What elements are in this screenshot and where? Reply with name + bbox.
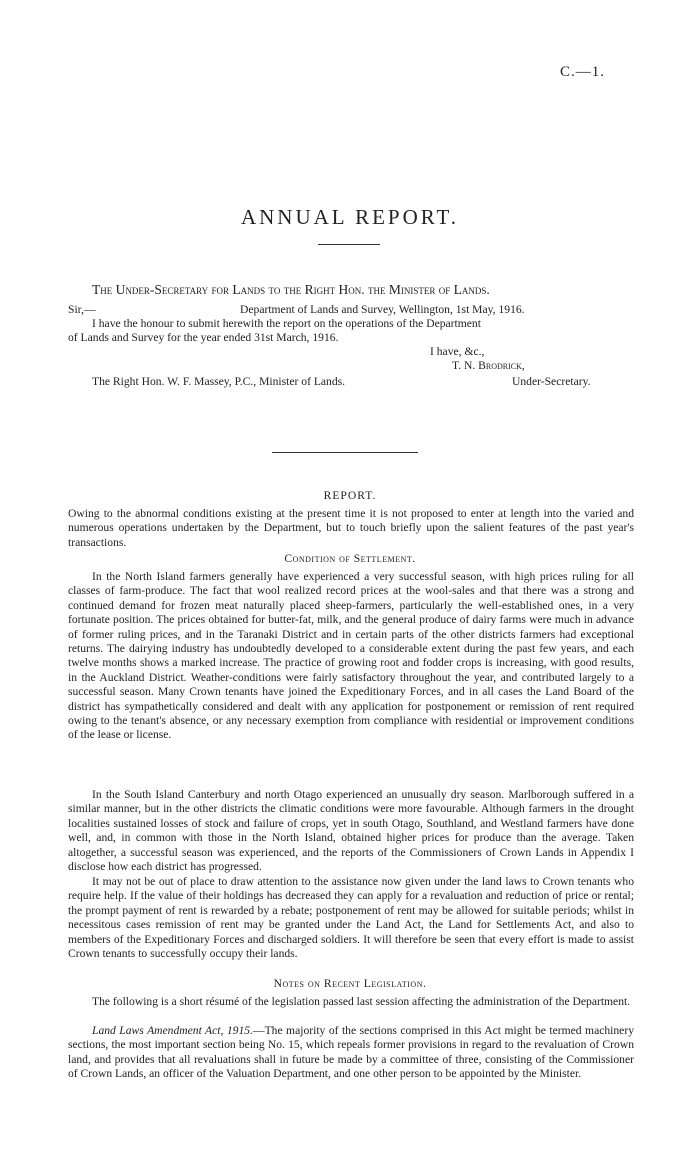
settlement-paragraph-1: In the North Island farmers generally have experienced a very successful season, with high prices ruling for all classes of farm-produce. The fact that wool realized record prices at the wool-sales and that there was a strong and continued demand for frozen meat naturally placed sheep-farmers, particularly the well-established ones, in a very fortunate position. The prices obtained for butter-fat, milk, and the general produce of dairy farms were much in advance of former ruling prices, and in the Taranaki District and in certain parts of the other districts farmers had exceptional returns. The dairying industry has undoubtedly developed to a considerable extent during the past few years, and each twelve months shows a marked increase. The practice of growing root and fodder crops is increasing, with good results, in the Auckland District. Weather-conditions were fairly satisfactory throughout the year, and contributed largely to a successful season. Many Crown tenants have joined the Expeditionary Forces, and in all cases the Land Board of the district has sympathetically considered and dealt with any application for postponement or remission of rent required owing to the tenant's absence, or any necessary exemption from compliance with residential or improvement conditions of the lease or license.	[68, 570, 634, 742]
letter-body-line-1: I have the honour to submit herewith the report on the operations of the Department	[92, 317, 481, 330]
legislation-paragraph-1: The following is a short résumé of the legislation passed last session affecting the administration of the Department.	[92, 995, 631, 1008]
report-heading: REPORT.	[323, 489, 377, 502]
act-summary: —The majority of the sections comprised in this Act might be termed machinery sections, the most important section being No. 15, which repeals former provisions in regard to the revaluation of Crown land, and provides that all revaluations shall in future be made by a committee of three, consisting of the Commissioner of Crown Lands, an officer of the Valuation Department, and one other person to be appointed by the Minister.	[68, 1024, 634, 1081]
salutation: Sir,—	[68, 303, 96, 316]
act-title: Land Laws Amendment Act, 1915.	[92, 1024, 253, 1037]
title-rule	[318, 244, 380, 245]
letter-body-line-2: of Lands and Survey for the year ended 31st March, 1916.	[68, 331, 339, 344]
legislation-heading: Notes on Recent Legislation.	[273, 977, 427, 990]
signer-title: Under-Secretary.	[512, 375, 591, 388]
legislation-paragraph-2	[68, 1024, 634, 1082]
address-line: The Under-Secretary for Lands to the Right Hon. the Minister of Lands.	[92, 282, 490, 297]
page-title: ANNUAL REPORT.	[240, 205, 460, 229]
settlement-paragraph-2: In the South Island Canterbury and north Otago experienced an unusually dry season. Marlborough suffered in a similar manner, but in the other districts the climatic conditions were more favourable. Although farmers in the drought localities sustained losses of stock and failure of crops, yet in south Otago, Southland, and Westland farmers have done well, and, in common with those in the North Island, obtained higher prices for produce than the average. Taken altogether, a successful season was experienced, and the reports of the Commissioners of Crown Lands in Appendix I disclose how each district has progressed.	[68, 788, 634, 874]
letter-recipient: The Right Hon. W. F. Massey, P.C., Minister of Lands.	[92, 375, 346, 388]
settlement-paragraph-3: It may not be out of place to draw attention to the assistance now given under the land laws to Crown tenants who require help. If the value of their holdings has decreased they can apply for a revaluation and reduction of price or rental; the prompt payment of rent is rewarded by a rebate; postponement of rent may be allowed for suitable periods; whilst in necessitous cases remission of rent may be granted under the Land Act, the Land for Settlements Act, and also to members of the Expeditionary Forces and discharged soldiers. It will therefore be seen that every effort is made to assist Crown tenants to successfully occupy their lands.	[68, 875, 634, 961]
report-intro: Owing to the abnormal conditions existing at the present time it is not proposed to enter at length into the varied and numerous operations undertaken by the Department, but to touch briefly upon the salient features of the past year's transactions.	[68, 507, 634, 549]
place-date: Department of Lands and Survey, Wellington, 1st May, 1916.	[240, 303, 525, 316]
section-rule	[272, 452, 418, 453]
settlement-heading: Condition of Settlement.	[284, 552, 416, 565]
page-reference: C.—1.	[560, 64, 606, 80]
letter-signer: T. N. Brodrick,	[452, 359, 525, 372]
letter-closing: I have, &c.,	[430, 345, 485, 358]
